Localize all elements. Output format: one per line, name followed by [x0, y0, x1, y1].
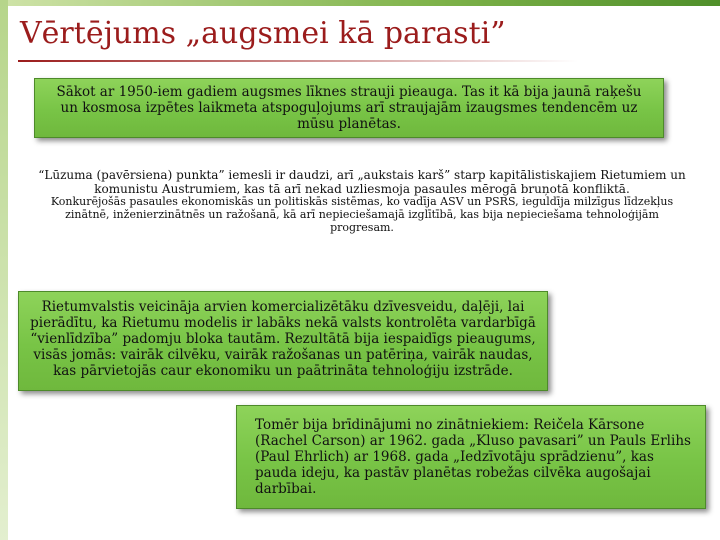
intro-box: Sākot ar 1950-iem gadiem augsmes līknes strauji pieauga. Tas it kā bija jaunā raķešu un kosmosa izpētes laikmeta atspoguļojums arī straujajām izaugsmes tendencēm uz mūsu planētas.	[34, 78, 664, 138]
scientist-warnings-box: Tomēr bija brīdinājumi no zinātniekiem: Reičela Kārsone (Rachel Carson) ar 1962. gada „Kluso pavasari” un Pauls Erlihs (Paul Ehrlich) ar 1968. gada „Iedzīvotāju sprādzienu”, kas pauda ideju, ka pastāv planētas robežas cilvēka augošajai darbībai.	[236, 405, 706, 509]
turning-point-paragraph-2: Konkurējošās pasaules ekonomiskās un politiskās sistēmas, ko vadīja ASV un PSRS, ieguldīja milzīgus līdzekļus zinātnē, inženierzinātnēs un ražošanā, kā arī nepieciešamajā izglītībā, kas bija nepieciešama tehnoloģijām progresam.	[50, 195, 674, 235]
western-consumerism-box: Rietumvalstis veicināja arvien komercializētāku dzīvesveidu, daļēji, lai pierādītu, ka Rietumu modelis ir labāks nekā valsts kontrolēta vardarbīgā “vienlīdzība” padomju bloka tautām. Rezultātā bija iespaidīgs pieaugums, visās jomās: vairāk cilvēku, vairāk ražošanas un patēriņa, vairāk naudas, kas pārvietojās caur ekonomiku un paātrināta tehnoloģiju izstrāde.	[18, 291, 548, 391]
turning-point-box	[26, 158, 698, 266]
turning-point-paragraph-1: “Lūzuma (pavērsiena) punkta” iemesli ir daudzi, arī „aukstais karš” starp kapitālistiskajiem Rietumiem un komunistu Austrumiem, kas tā arī nekad uzliesmoja pasaules mērogā bruņotā konfliktā.	[38, 168, 686, 197]
slide-title: Vērtējums „augsmei kā parasti”	[20, 16, 506, 51]
title-underline	[18, 60, 578, 62]
top-decorative-stripe	[0, 0, 720, 6]
left-decorative-stripe	[0, 0, 8, 540]
